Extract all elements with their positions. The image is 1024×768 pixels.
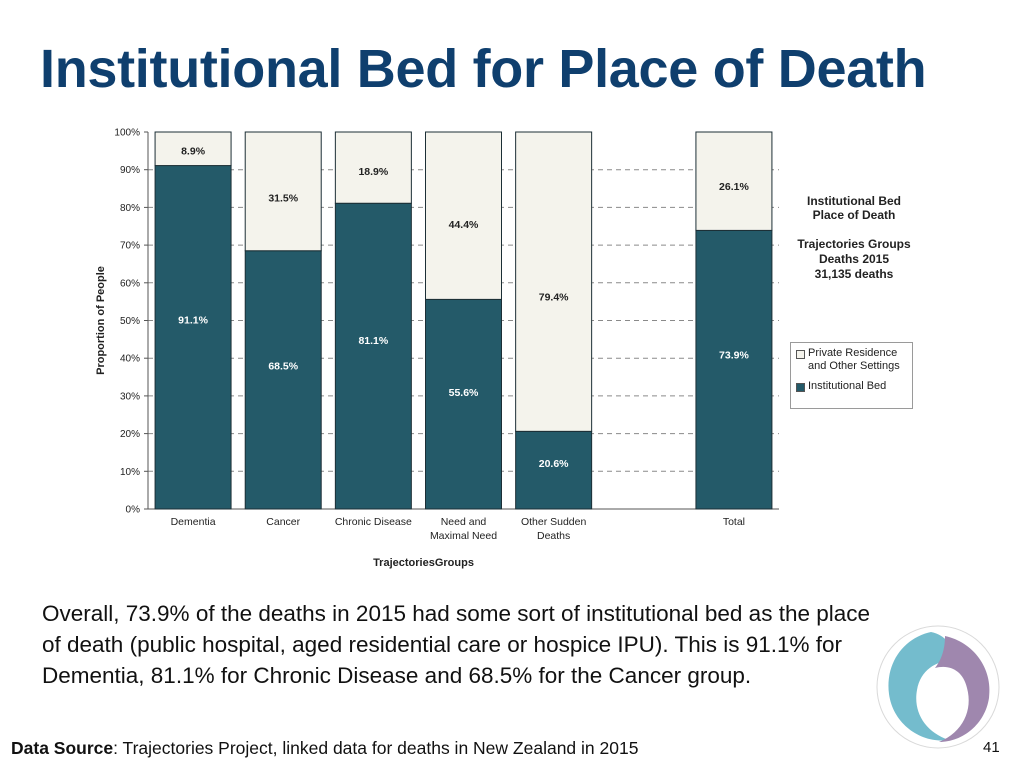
legend-item-institutional [796,380,908,393]
data-label-private: 31.5% [268,192,299,205]
data-source-separator: : [113,738,123,758]
bar-private [426,132,502,299]
slide-title: Institutional Bed for Place of Death [40,39,927,99]
bar-institutional [696,230,772,509]
data-label-institutional: 73.9% [719,349,749,362]
chart-legend [790,342,913,409]
chart-side-title-line5: 31,135 deaths [814,267,894,281]
bar-institutional [335,203,411,509]
legend-swatch-institutional [796,383,805,392]
data-label-private: 79.4% [538,291,569,304]
x-tick-label: Dementia [170,516,216,528]
data-label-institutional: 68.5% [268,360,299,373]
bar-private [516,132,592,431]
y-tick-label: 80% [119,202,140,214]
chart-side-title-line1: Institutional Bed [807,194,901,208]
y-tick-label: 10% [119,466,140,478]
legend-item-private [796,347,908,373]
organisation-logo [873,624,1003,750]
bar-institutional [426,299,502,509]
data-source-text: Trajectories Project, linked data for deaths in New Zealand in 2015 [122,738,639,758]
legend-swatch-private [796,350,805,359]
summary-text: Overall, 73.9% of the deaths in 2015 had some sort of institutional bed as the place of death (public hospital, aged residential care or hospice IPU). This is 91.1% for Dementia, 81.1% for Chronic Disease and 68.5% for the Cancer group. [42,601,871,688]
y-tick-label: 100% [114,127,140,139]
data-label-private: 18.9% [358,166,389,179]
page-number: 41 [983,739,1000,756]
data-label-institutional: 55.6% [448,386,479,399]
data-label-private: 8.9% [181,145,206,158]
chart-side-title-line4: Deaths 2015 [818,252,890,266]
bar-institutional [245,251,321,509]
data-source-footer [11,738,638,759]
x-tick-label: Total [722,516,746,528]
data-label-institutional: 91.1% [178,314,208,327]
y-tick-label: 20% [119,429,140,441]
y-tick-label: 40% [119,353,140,365]
x-tick-label: Other Sudden [520,516,587,528]
y-tick-label: 60% [119,278,140,290]
x-tick-label: Deaths [537,530,571,542]
bar-institutional [155,166,231,509]
bar-institutional [516,431,592,509]
x-tick-label: Need and [440,516,487,528]
chart-side-title-line2: Place of Death [812,208,896,222]
y-axis-title: Proportion of People [95,266,107,375]
legend-label-private: Private Residence and Other Settings [808,347,900,372]
y-tick-label: 70% [119,240,140,252]
data-label-private: 44.4% [448,219,479,232]
x-axis-title: TrajectoriesGroups [373,557,474,569]
data-label-institutional: 81.1% [358,334,389,347]
chart-side-title-line3: Trajectories Groups [797,237,911,251]
y-tick-label: 0% [125,504,140,516]
legend-label-institutional: Institutional Bed [808,380,887,392]
y-tick-label: 30% [119,391,140,403]
y-tick-label: 90% [119,165,140,177]
data-source-label: Data Source [11,738,114,758]
x-tick-label: Chronic Disease [334,516,412,528]
x-tick-label: Maximal Need [429,530,498,542]
y-tick-label: 50% [119,316,140,327]
x-tick-label: Cancer [266,516,301,528]
data-label-private: 26.1% [719,181,749,194]
data-label-institutional: 20.6% [538,458,569,471]
